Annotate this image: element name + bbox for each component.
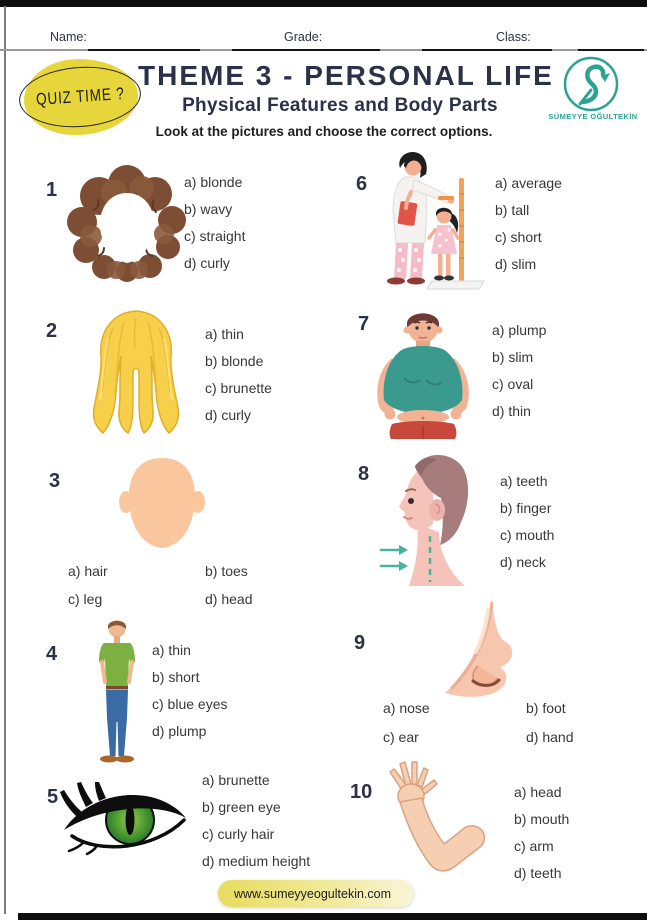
option-b: b) green eye	[202, 799, 281, 815]
website-text: www.sumeyyeogultekin.com	[234, 886, 392, 901]
green-eye-illustration	[58, 780, 192, 856]
question-number: 1	[46, 179, 58, 201]
quiz-time-label: QUIZ TIME ?	[35, 83, 125, 110]
options-list	[205, 326, 272, 423]
option-a: a) average	[495, 175, 562, 191]
question-number: 5	[47, 786, 59, 808]
option-b: b) toes	[205, 563, 248, 579]
class-label: Class:	[496, 30, 531, 44]
options-grid	[68, 563, 252, 607]
option-c: c) ear	[383, 729, 419, 745]
option-d: d) hand	[526, 729, 574, 745]
option-b: b) mouth	[514, 811, 570, 827]
options-list	[500, 473, 554, 570]
option-a: a) head	[514, 784, 562, 800]
option-c: c) oval	[492, 376, 534, 392]
class-underline	[422, 49, 552, 52]
option-d: d) curly	[184, 255, 230, 271]
page-subtitle: Physical Features and Body Parts	[182, 95, 498, 116]
instruction-text: Look at the pictures and choose the correct options.	[155, 124, 493, 139]
option-c: c) mouth	[500, 527, 555, 543]
grade-underline	[232, 49, 380, 52]
option-d: d) slim	[495, 256, 537, 272]
swan-logo-icon	[553, 56, 637, 114]
question-number: 7	[358, 313, 370, 335]
question-number: 8	[358, 463, 370, 485]
option-a: a) nose	[383, 700, 430, 716]
option-d: d) curly	[205, 407, 251, 423]
options-list	[492, 322, 546, 419]
options-list	[152, 642, 227, 739]
option-d: d) neck	[500, 554, 546, 570]
option-c: c) short	[495, 229, 542, 245]
option-b: b) finger	[500, 500, 552, 516]
option-c: c) arm	[514, 838, 554, 854]
option-c: c) brunette	[205, 380, 272, 396]
option-b: b) short	[152, 669, 200, 685]
option-c: c) straight	[184, 228, 246, 244]
option-a: a) plump	[492, 322, 547, 338]
blonde-hair-illustration	[88, 308, 184, 436]
grade-label: Grade:	[284, 30, 323, 44]
edge-underline	[578, 49, 644, 52]
option-c: c) curly hair	[202, 826, 275, 842]
question-number: 10	[350, 781, 373, 803]
arm-illustration	[380, 760, 500, 884]
bottom-border-bar	[18, 913, 647, 920]
option-d: d) medium height	[202, 853, 311, 869]
option-c: c) blue eyes	[152, 696, 228, 712]
options-grid	[383, 700, 573, 745]
option-d: d) thin	[492, 403, 531, 419]
top-border-bar	[0, 0, 647, 7]
doctor-measuring-illustration	[366, 150, 492, 292]
options-list	[184, 174, 245, 271]
option-b: b) slim	[492, 349, 534, 365]
plump-man-illustration	[366, 304, 480, 440]
logo-name: SÜMEYYE OĞULTEKİN	[548, 112, 638, 121]
curly-hair-illustration	[64, 160, 190, 288]
option-d: d) teeth	[514, 865, 562, 881]
option-d: d) head	[205, 591, 253, 607]
page-title: THEME 3 - PERSONAL LIFE	[138, 60, 554, 91]
name-underline	[88, 49, 200, 52]
option-a: a) thin	[205, 326, 244, 342]
option-a: a) teeth	[500, 473, 548, 489]
head-profile-neck-illustration	[377, 448, 477, 588]
option-b: b) foot	[526, 700, 566, 716]
option-b: b) tall	[495, 202, 530, 218]
bald-head-illustration	[118, 454, 206, 552]
option-b: b) blonde	[205, 353, 264, 369]
left-border-line	[4, 6, 6, 914]
question-number: 3	[49, 470, 61, 492]
website-link[interactable]	[218, 880, 414, 907]
question-number: 2	[46, 320, 58, 342]
question-number: 4	[46, 643, 58, 665]
options-list	[514, 784, 569, 881]
thin-man-illustration	[90, 616, 144, 766]
question-number: 6	[356, 173, 368, 195]
question-number: 9	[354, 632, 366, 654]
option-a: a) brunette	[202, 772, 270, 788]
option-b: b) wavy	[184, 201, 233, 217]
option-d: d) plump	[152, 723, 207, 739]
options-list	[495, 175, 562, 272]
option-a: a) hair	[68, 563, 108, 579]
options-list	[202, 772, 310, 869]
option-c: c) leg	[68, 591, 103, 607]
nose-illustration	[434, 596, 526, 702]
option-a: a) blonde	[184, 174, 243, 190]
name-label: Name:	[50, 30, 87, 44]
option-a: a) thin	[152, 642, 191, 658]
